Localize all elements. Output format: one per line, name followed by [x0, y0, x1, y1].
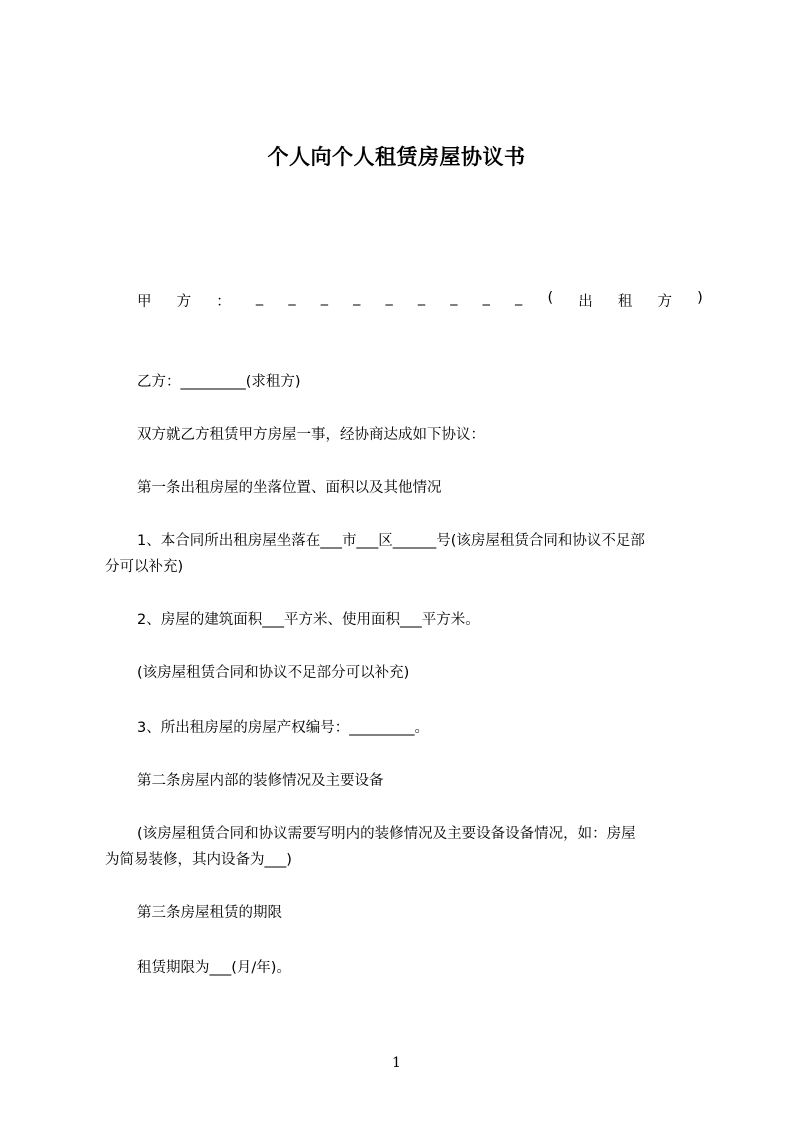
party-a-char: _	[417, 290, 426, 306]
party-a-char: _	[255, 290, 264, 306]
article-1-note: (该房屋租赁合同和协议不足部分可以补充)	[137, 665, 410, 681]
party-a-char: ：	[216, 294, 231, 310]
article-3-title: 第三条房屋租赁的期限	[137, 905, 282, 921]
party-a-char: _	[353, 290, 361, 306]
party-a-char: 甲	[137, 294, 152, 310]
party-a-char: 租	[617, 294, 633, 310]
article-2-text-line-1: (该房屋租赁合同和协议需要写明内的装修情况及主要设备设备情况，如：房屋	[137, 826, 636, 842]
article-1-item-3: 3、所出租房屋的房屋产权编号：_________。	[137, 720, 429, 736]
party-a-char: 方	[657, 294, 673, 310]
party-a-line	[137, 290, 703, 311]
party-a-char: _	[450, 290, 458, 306]
intro-text: 双方就乙方租赁甲方房屋一事，经协商达成如下协议：	[137, 427, 485, 443]
article-2-text-line-2: 为简易装修，其内设备为___)	[105, 852, 292, 868]
party-a-char: _	[515, 290, 523, 306]
party-a-char: _	[320, 290, 328, 306]
party-a-char: _	[288, 290, 296, 306]
article-1-title: 第一条出租房屋的坐落位置、面积以及其他情况	[137, 480, 442, 496]
article-1-item-2: 2、房屋的建筑面积___平方米、使用面积___平方米。	[137, 612, 480, 628]
party-a-char: (	[547, 290, 554, 306]
party-a-char: )	[697, 290, 703, 306]
article-1-item-1-line-2: 分可以补充)	[105, 559, 184, 575]
page-number: 1	[392, 1055, 401, 1071]
party-a-char: 方	[176, 294, 192, 310]
party-b-line: 乙方：_________(求租方)	[137, 374, 301, 390]
document-title: 个人向个人租赁房屋协议书	[267, 145, 526, 169]
article-2-title: 第二条房屋内部的装修情况及主要设备	[137, 773, 384, 789]
party-a-char: _	[385, 290, 393, 306]
article-1-item-1-line-1: 1、本合同所出租房屋坐落在___市___区______号(该房屋租赁合同和协议不足部	[137, 533, 645, 549]
party-a-char: _	[482, 290, 490, 306]
article-3-text: 租赁期限为___(月/年)。	[137, 960, 291, 976]
party-a-char: 出	[578, 294, 593, 310]
